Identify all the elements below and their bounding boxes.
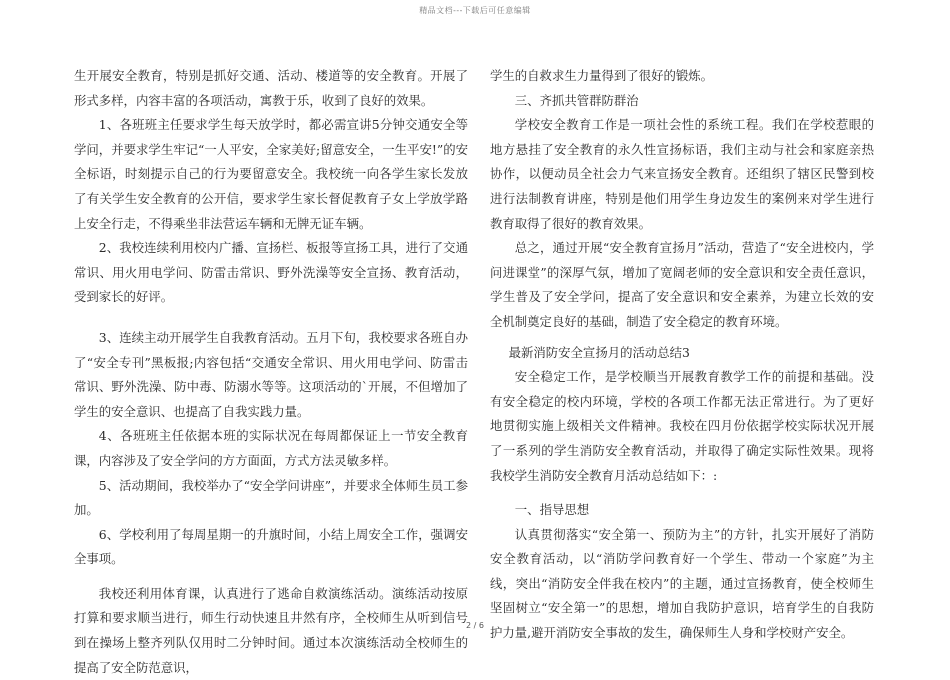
paragraph: 6、学校利用了每周星期一的升旗时间，小结上周安全工作，强调安全事项。 (74, 526, 468, 567)
paragraph: 2、我校连续利用校内广播、宣扬栏、板报等宣扬工具，进行了交通常识、用火用电学问、防雷击常识、野外洗澡等安全宣扬、教育活动，受到家长的好评。 (74, 240, 468, 305)
article-title: 最新消防安全宣扬月的活动总结3 (508, 344, 690, 360)
paragraph: 1、各班班主任要求学生每天放学时，都必需宣讲5分钟交通安全等学问，并要求学生牢记“一人平安，全家美好;留意安全，一生平安!”的安全标语，时刻提示自己的行为要留意安全。我校统一向各学生家长发放了有关学生安全教育的公开信，要求学生家长督促教育子女上学放学路上安全行走，不得乘坐非法营运车辆和无牌无证车辆。 (74, 117, 468, 231)
paragraph: 3、连续主动开展学生自我教育活动。五月下旬，我校要求各班自办了“安全专刊”黑板报;内容包括“交通安全常识、用火用电学问、防雷击常识、野外洗澡、防中毒、防溺水等等。这项活动的`开展，不但增加了学生的安全意识、也提高了自我实践力量。 (74, 329, 468, 419)
paragraph: 生开展安全教育，特别是抓好交通、活动、楼道等的安全教育。开展了形式多样，内容丰富的各项活动，寓教于乐，收到了良好的效果。 (74, 68, 468, 108)
right-column (490, 64, 874, 646)
paragraph: 学校安全教育工作是一项社会性的系统工程。我们在学校惹眼的地方悬挂了安全教育的永久性宣扬标语，我们主动与社会和家庭亲热协作，以便动员全社会力气来宣扬安全教育。还组织了辖区民警到校进行法制教育讲座，特别是他们用学生身边发生的案例来对学生进行教育取得了很好的教育效果。 (490, 117, 874, 231)
paragraph: 我校还利用体育课，认真进行了逃命自救演练活动。演练活动按原打算和要求顺当进行，师生行动快速且井然有序，全校师生从听到信号到在操场上整齐列队仅用时二分钟时间。通过本次演练活动全校师生的提高了安全防范意识， (74, 585, 468, 675)
paragraph: 认真贯彻落实“安全第一、预防为主”的方针，扎实开展好了消防安全教育活动，以“消防学问教育好一个学生、带动一个家庭”为主线，突出“消防安全伴我在校内”的主题，通过宣扬教育，使全校师生坚固树立“安全第一”的思想，增加自我防护意识，培育学生的自我防护力量,避开消防安全事故的发生，确保师生人身和学校财产安全。 (490, 526, 874, 641)
section-heading: 一、指导思想 (514, 502, 590, 518)
left-column (74, 64, 468, 680)
paragraph: 学生的自救求生力量得到了很好的锻炼。 (490, 68, 714, 83)
paragraph: 5、活动期间，我校举办了“安全学问讲座”，并要求全体师生员工参加。 (74, 477, 468, 518)
paragraph: 总之，通过开展“安全教育宣扬月”活动，营造了“安全进校内，学问进课堂”的深厚气氛，增加了宽阔老师的安全意识和安全责任意识，学生普及了安全学问，提高了安全意识和安全素养，为建立长效的安全机制奠定良好的基础，制造了安全稳定的教育环境。 (490, 240, 874, 329)
section-heading: 三、齐抓共管群防群治 (514, 92, 639, 108)
page-number: 2 / 6 (466, 621, 484, 630)
paragraph: 安全稳定工作，是学校顺当开展教育教学工作的前提和基础。没有安全稳定的校内环境，学校的各项工作都无法正常进行。为了更好地贯彻实施上级相关文件精神。我校在四月份依据学校实际状况开展了一系列的学生消防安全教育活动，并取得了确定实际性效果。现将我校学生消防安全教育月活动总结如下：: (490, 369, 874, 483)
page-header: 精品文档---下载后可任意编辑 (419, 6, 531, 15)
paragraph: 4、各班班主任依据本班的实际状况在每周都保证上一节安全教育课，内容涉及了安全学问的方方面面，方式方法灵敏多样。 (74, 428, 468, 468)
